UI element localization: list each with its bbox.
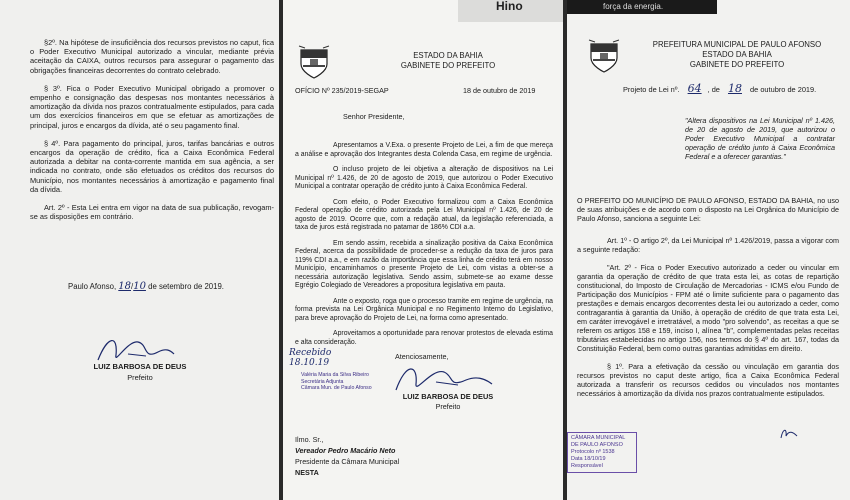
- projeto-prefix: Projeto de Lei nº.: [623, 85, 680, 94]
- page3-header: [637, 40, 837, 70]
- preamble: [577, 196, 839, 223]
- protocol-stamp: [567, 432, 637, 473]
- preamble-text: O PREFEITO DO MUNICÍPIO DE PAULO AFONSO, ESTADO DA BAHIA, no uso de suas atribuições e de acordo com o disposto na Lei Orgânica do Município de Paulo Afonso, sanciona a seguinte Lei:: [577, 196, 839, 223]
- header-office: GABINETE DO PREFEITO: [689, 60, 785, 69]
- document-page-1: [0, 0, 279, 500]
- projeto-mid: , de: [707, 85, 720, 94]
- date-suffix: de setembro de 2019.: [148, 282, 224, 291]
- addressee-prefix: Ilmo. Sr.,: [295, 435, 324, 444]
- paragraph-2: §2º. Na hipótese de insuficiência dos recursos previstos no caput, fica o Poder Executivo Municipal autorizado a vincular, mediante prévia aceitação da CAIXA, outros recursos para assegurar o pagamento das obrigações financeiras decorrentes do contrato celebrado.: [30, 38, 274, 75]
- page3-body: [577, 236, 839, 405]
- stamp-line-3: Data 18/10/19: [571, 456, 606, 462]
- page2-signer-name: LUIZ BARBOSA DE DEUS: [402, 392, 494, 401]
- paragraph-4: Em sendo assim, recebida a sinalização positiva da Caixa Econômica Federal, acerca da possibilidade de proceder-se a redução da taxa de juros para 119% CDI a.a., e em razão da importância que essa linha de crédito terá em nosso Município, encaminhamos o presente Projeto de Lei, com vistas a obter-se a necessária autorização legislativa. Sendo assim, submete-se ao exame desse Egrégio Colegiado de Vereadores a propositura legislativa em pauta.: [295, 239, 553, 289]
- stamp-line-2: Protocolo nº 1538: [571, 449, 615, 455]
- header-state: ESTADO DA BAHIA: [702, 50, 772, 59]
- top-fragment: força da energia.: [603, 2, 664, 11]
- stamp-line-2: Secretária Adjunta: [301, 378, 344, 385]
- addressee-name: Vereador Pedro Macário Neto: [295, 446, 396, 455]
- date-day: 18: [118, 281, 132, 292]
- addressee: [295, 434, 495, 478]
- addressee-city: NESTA: [295, 468, 319, 477]
- addressee-role: Presidente da Câmara Municipal: [295, 457, 400, 466]
- municipal-crest-icon: [587, 38, 621, 74]
- page1-signer-name: LUIZ BARBOSA DE DEUS: [93, 362, 187, 371]
- projeto-day: 18: [727, 82, 742, 95]
- page2-signer-role: Prefeito: [435, 402, 461, 411]
- header-state: ESTADO DA BAHIA: [413, 51, 483, 60]
- oficio-number: OFÍCIO Nº 235/2019-SEGAP: [295, 86, 389, 95]
- projeto-line: [623, 84, 848, 94]
- paragraph-6: Aproveitamos a oportunidade para renovar protestos de elevada estima e alta consideração.: [295, 330, 553, 346]
- article-2: Art. 2º - Esta Lei entra em vigor na data de sua publicação, revogam-se as disposições em contrário.: [30, 203, 274, 222]
- article-2: "Art. 2º - Fica o Poder Executivo autorizado a ceder ou vincular em garantia da operação de crédito de que trata esta lei, as cotas de repartição constitucional, do Imposto de Circulação de Mercadorias - ICMS e/ou Fundo de Participação dos Municípios - FPM até o limite suficiente para o pagamento das prestações e demais encargos decorrentes desta lei ou autorizado a ceder, como contragarantia à garantia da União, à operação de crédito de que trata esta Lei, em caráter irrevogável e irretratável, a modo "pro solvendo", as receitas a que se referem os artigos 158 e 159, inciso I, alínea "b", complementadas pelas receitas tributárias estabelecidas no artigo 156, nos termos do § 4º do art. 167, todas da Constituição Federal, bem como outras garantias admitidas em direito.: [577, 263, 839, 353]
- page1-signer-role: Prefeito: [127, 373, 153, 382]
- ementa: "Altera dispositivos na Lei Municipal nº 1.426, de 20 de agosto de 2019, que autorizou o Poder Executivo Municipal a contratar operação de crédito junto à Caixa Econômica Federal e a oferecer garantias.": [685, 116, 835, 161]
- header-office: GABINETE DO PREFEITO: [400, 61, 496, 70]
- received-note: Recebido 18.10.19: [289, 348, 332, 368]
- stamp-line-1: CÂMARA MUNICIPAL DE PAULO AFONSO: [571, 435, 626, 448]
- page2-body: [295, 142, 553, 354]
- stamp-line-1: Valéria Maria da Silva Ribeiro: [301, 372, 369, 378]
- oficio-date: 18 de outubro de 2019: [463, 86, 536, 95]
- paragraph-1: § 1º. Para a efetivação da cessão ou vinculação em garantia dos recursos previstos no caput deste artigo, fica a Caixa Econômica Federal autorizada a transferir os recursos cedidos ou vinculados nos montantes necessários à amortização da dívida nos prazos contratualmente estipulados.: [577, 362, 839, 398]
- receipt-stamp: [301, 372, 375, 392]
- municipal-crest-icon: [297, 44, 331, 80]
- salutation: Senhor Presidente,: [343, 112, 405, 121]
- page1-date-line: Paulo Afonso, 18/10 de setembro de 2019.: [68, 281, 224, 292]
- projeto-number: 64: [687, 82, 702, 95]
- date-prefix: Paulo Afonso,: [68, 282, 117, 291]
- date-month: 10: [133, 281, 146, 292]
- projeto-suffix: de outubro de 2019.: [750, 85, 817, 94]
- paragraph-3: Com efeito, o Poder Executivo formalizou com a Caixa Econômica Federal operação de crédito autorizada pela Lei Municipal nº 1.426, de 20 de agosto de 2019. Ocorre que, com a redação atual, da legislação referenciada, a taxa de juros está registrada no patamar de 186% CDI a.a.: [295, 198, 553, 231]
- page1-body: [30, 38, 274, 228]
- stamp-line-4: Responsável: [571, 463, 603, 469]
- paragraph-1: Apresentamos a V.Exa. o presente Projeto de Lei, a fim de que mereça a análise e aprovação dos Integrantes desta Colenda Casa, em regime de urgência.: [295, 142, 553, 158]
- stamp-line-3: Câmara Mun. de Paulo Afonso: [301, 385, 372, 391]
- paragraph-2: O incluso projeto de lei objetiva a alteração de dispositivos na Lei Municipal nº 1.426, de 20 de agosto de 2019, que autorizou o Poder Executivo Municipal a contratar operação de crédito junto à Caixa Econômica Federal.: [295, 166, 553, 190]
- paragraph-3: § 3º. Fica o Poder Executivo Municipal obrigado a promover o empenho e consignação das despesas nos montantes necessários à amortização da dívida nos prazos contratualmente estipulados, para cada um dos exercícios financeiros em que se efetuar as amortizações de principal, juros e encargos da dívida, até o seu pagamento final.: [30, 83, 274, 130]
- paragraph-4: § 4º. Para pagamento do principal, juros, tarifas bancárias e outros encargos da operação de crédito, fica a Caixa Econômica Federal autorizada a debitar na conta-corrente mantida em sua agência, a ser indicada no contrato, onde são efetuados os créditos dos recursos do Município, nos montantes necessários à amortização e pagamento final da dívida.: [30, 138, 274, 194]
- header-prefecture: PREFEITURA MUNICIPAL DE PAULO AFONSO: [652, 40, 822, 49]
- document-page-2: [283, 0, 563, 500]
- document-page-3: [567, 0, 850, 500]
- closing: Atenciosamente,: [395, 352, 449, 361]
- paragraph-5: Ante o exposto, roga que o processo tramite em regime de urgência, na forma prevista na Lei Orgânica Municipal e no Regimento Interno do Legislativo, para breve aprovação do Projeto de Lei, na forma como apresentado.: [295, 297, 553, 322]
- article-1: Art. 1º - O artigo 2º, da Lei Municipal nº 1.426/2019, passa a vigorar com a seguinte redação:: [577, 236, 839, 254]
- top-fragment: Hino: [496, 0, 523, 13]
- initials-mark: [777, 426, 801, 442]
- page2-header: [373, 51, 523, 71]
